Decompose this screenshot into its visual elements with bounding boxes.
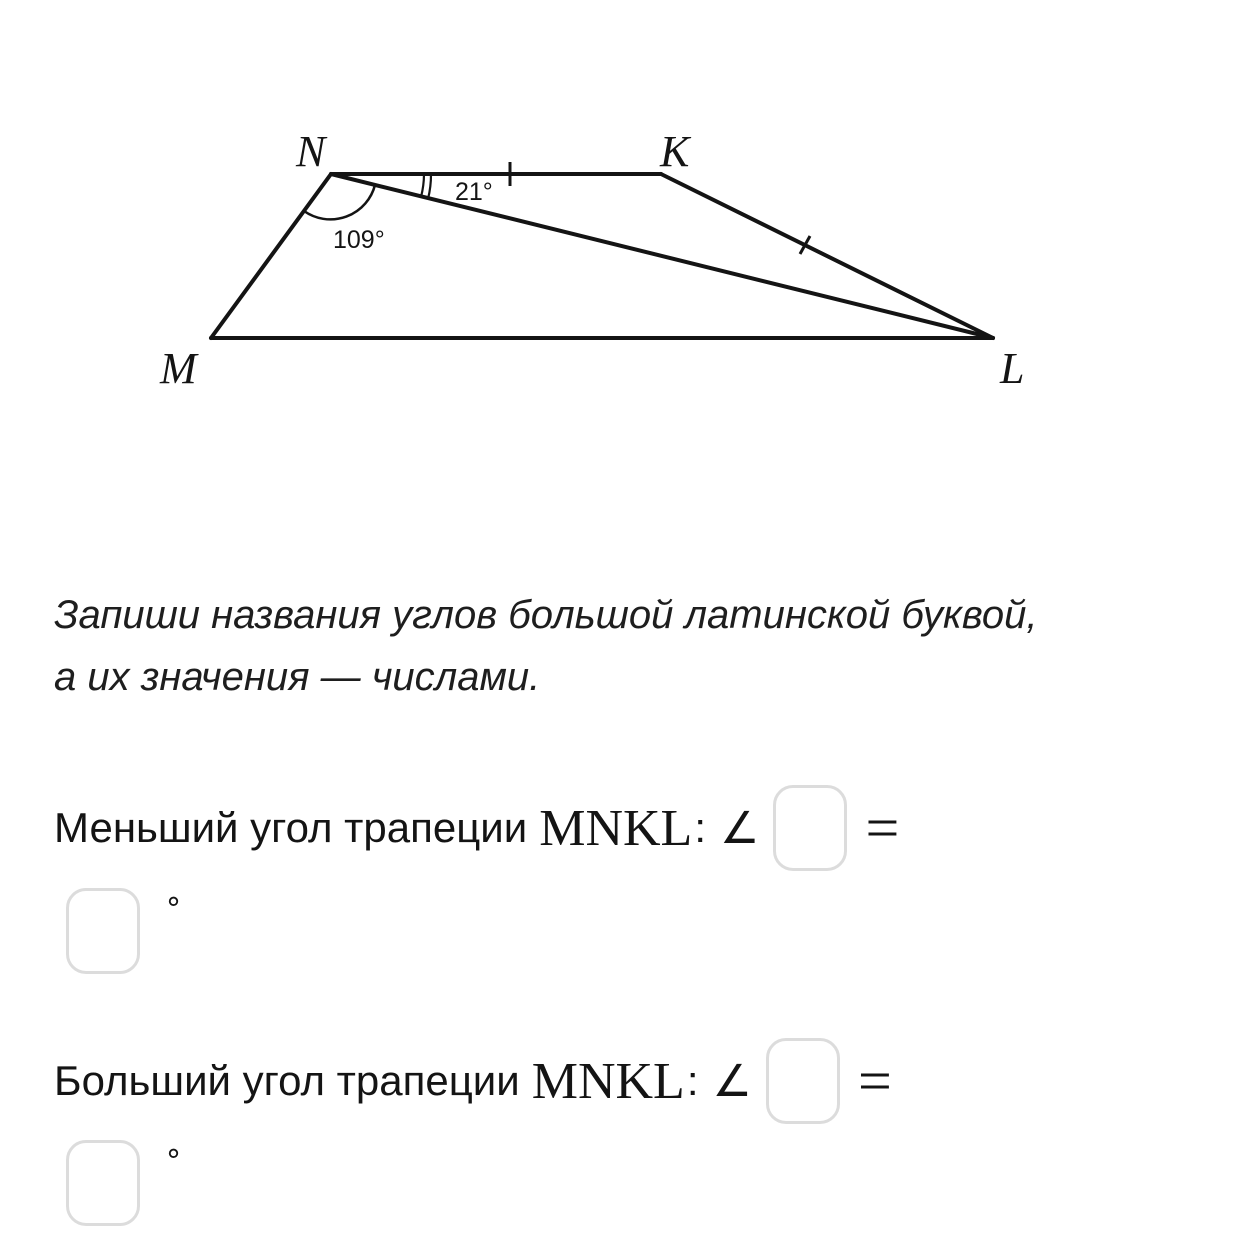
degree-sign: ° bbox=[166, 892, 181, 927]
vertex-label-L: L bbox=[1000, 344, 1025, 393]
question-label: Больший угол трапеции bbox=[54, 1057, 520, 1104]
trapezoid-figure bbox=[0, 0, 1239, 520]
equals-sign: = bbox=[865, 794, 900, 861]
larger-angle-value-input[interactable] bbox=[66, 1140, 140, 1226]
side-KL bbox=[661, 174, 993, 338]
angle-symbol-icon: ∠ bbox=[712, 1055, 752, 1107]
diagonal-NL bbox=[331, 174, 993, 338]
trapezoid-name: MNKL bbox=[539, 799, 693, 857]
vertex-label-K: K bbox=[660, 127, 690, 176]
instruction-text bbox=[54, 584, 1194, 708]
question-smaller-angle bbox=[54, 780, 899, 876]
smaller-angle-name-input[interactable] bbox=[773, 785, 847, 871]
vertex-label-M: M bbox=[160, 344, 197, 393]
instruction-line-2: а их значения — числами. bbox=[54, 655, 541, 699]
smaller-angle-value-input[interactable] bbox=[66, 888, 140, 974]
vertex-label-N: N bbox=[296, 127, 326, 176]
question-larger-angle-value-row bbox=[66, 1140, 181, 1226]
colon: : bbox=[686, 1057, 699, 1104]
question-label: Меньший угол трапеции bbox=[54, 804, 528, 851]
angle-arc-KNL-inner bbox=[421, 174, 424, 197]
angle-label-109: 109° bbox=[333, 226, 385, 254]
equals-sign: = bbox=[857, 1047, 892, 1114]
larger-angle-name-input[interactable] bbox=[766, 1038, 840, 1124]
question-larger-angle bbox=[54, 1033, 892, 1129]
trapezoid-name: MNKL bbox=[531, 1052, 685, 1110]
side-MN bbox=[211, 174, 331, 338]
angle-arc-MNL bbox=[304, 185, 375, 219]
angle-label-21: 21° bbox=[455, 178, 493, 206]
instruction-line-1: Запиши названия углов большой латинской буквой, bbox=[54, 593, 1038, 637]
trapezoid-diagram bbox=[0, 0, 1239, 520]
angle-symbol-icon: ∠ bbox=[720, 802, 760, 854]
colon: : bbox=[694, 804, 706, 851]
angle-arc-KNL-outer bbox=[428, 174, 431, 199]
degree-sign: ° bbox=[166, 1144, 181, 1179]
question-smaller-angle-value-row bbox=[66, 888, 181, 974]
